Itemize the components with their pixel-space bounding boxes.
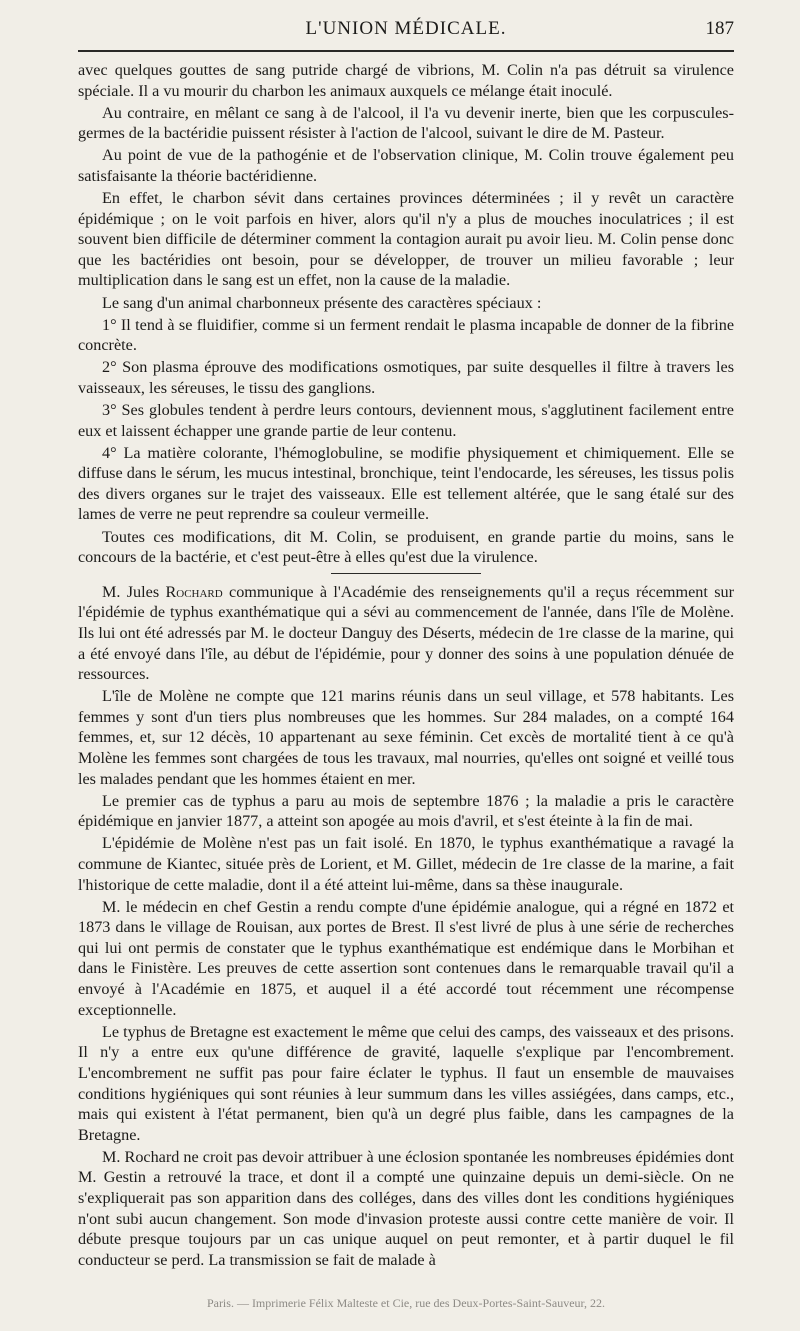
paragraph: M. Rochard ne croit pas devoir attribuer à une éclosion spontanée les nombreuses épidémies dont M. Gestin a retrouvé la trace, et dont il a compté une quinzaine depuis un demi-siècle. On ne s'expliquerait pas son apparition dans des colléges, dans des villes dont les conditions hygiéniques n'ont subi aucun changement. Son mode d'invasion proteste aussi contre cette manière de voir. Il débute presque toujours par un cas unique auquel on peut remonter, et à partir duquel le fil conducteur se perd. La transmission se fait de malade à — [78, 1147, 734, 1269]
author-name: Rochard — [165, 582, 223, 601]
paragraph: 3° Ses globules tendent à perdre leurs contours, deviennent mous, s'agglutinent facilement entre eux et laissent échapper une grande partie de leur contenu. — [78, 401, 734, 440]
paragraph: L'île de Molène ne compte que 121 marins réunis dans un seul village, et 578 habitants. Les femmes y sont d'un tiers plus nombreuses que les hommes. Sur 284 malades, on a compté 164 femmes, et, sur 12 décès, 10 appartenant au sexe féminin. Cet excès de mortalité tient à ce qu'à Molène les femmes sont chargées de tous les travaux, mal nourries, qu'elles ont soigné et veillé tous les malades pendant que les hommes étaient en mer. — [78, 687, 734, 788]
article-body — [78, 60, 734, 1272]
paragraph: avec quelques gouttes de sang putride chargé de vibrions, M. Colin n'a pas détruit sa virulence spéciale. Il a vu mourir du charbon les animaux auxquels ce mélange était inoculé. — [78, 61, 734, 100]
running-title: L'UNION MÉDICALE. — [305, 18, 507, 39]
paragraph: Au point de vue de la pathogénie et de l'observation clinique, M. Colin trouve également peu satisfaisante la théorie bactéridienne. — [78, 146, 734, 185]
paragraph: En effet, le charbon sévit dans certaines provinces déterminées ; il y revêt un caractère épidémique ; on le voit parfois en hiver, alors qu'il n'y a plus de mouches inoculatrices ; il est souvent bien difficile de déterminer comment la contagion aurait pu avoir lieu. M. Colin pense donc que les bactéridies ont besoin, pour se développer, de trouver un milieu favorable ; leur multiplication dans le sang est un effet, non la cause de la maladie. — [78, 189, 734, 290]
page-number: 187 — [705, 18, 734, 39]
paragraph: M. le médecin en chef Gestin a rendu compte d'une épidémie analogue, qui a régné en 1872 et 1873 dans le village de Rouisan, aux portes de Brest. Il s'est livré de plus à une série de recherches qui lui ont permis de constater que le typhus exanthématique est endémique dans le Morbihan et dans le Finistère. Les preuves de cette assertion sont contenues dans le remarquable travail qu'il a envoyé à l'Académie en 1875, et auquel il a été accordé tout récemment une récompense exceptionnelle. — [78, 897, 734, 1019]
paragraph: 4° La matière colorante, l'hémoglobuline, se modifie physiquement et chimiquement. Elle se diffuse dans le sérum, les mucus intestinal, bronchique, teint l'endocarde, les séreuses, les tissus polis des divers organes sur le trajet des vaisseaux. Elle est tellement altérée, que le sang étalé sur des lames de verre ne peut reprendre sa couleur vermeille. — [78, 443, 734, 524]
section-lead-paragraph — [78, 582, 734, 685]
paragraph: 1° Il tend à se fluidifier, comme si un ferment rendait le plasma incapable de donner de la fibrine concrète. — [78, 315, 734, 355]
lead-prefix: M. Jules — [102, 582, 166, 601]
paragraph: Toutes ces modifications, dit M. Colin, se produisent, en grande partie du moins, sans le concours de la bactérie, et c'est peut-être à elles qu'est due la virulence. — [78, 527, 734, 567]
page-header — [78, 14, 734, 52]
section-separator — [331, 573, 481, 574]
paragraph: L'épidémie de Molène n'est pas un fait isolé. En 1870, le typhus exanthématique a ravagé la commune de Kiantec, située près de Lorient, et M. Gillet, médecin de 1re classe de la marine, a fait l'historique de cette maladie, dont il a été atteint lui-même, dans sa thèse inaugurale. — [78, 834, 734, 894]
paragraph: Le typhus de Bretagne est exactement le même que celui des camps, des vaisseaux et des prisons. Il n'y a entre eux qu'une différence de gravité, laquelle s'explique par l'encombrement. L'encombrement ne suffit pas pour faire éclater le typhus. Il faut un ensemble de mauvaises conditions hygiéniques qui sont réunies à leur summum dans les villes assiégées, dans camps, etc., mais qui existent à l'état permanent, bien qu'à un degré plus faible, dans les campagnes de la Bretagne. — [78, 1022, 735, 1144]
printer-footer: Paris. — Imprimerie Félix Malteste et Cie, rue des Deux-Portes-Saint-Sauveur, 22. — [206, 1296, 606, 1310]
paragraph: Le premier cas de typhus a paru au mois de septembre 1876 ; la maladie a pris le caractère épidémique en janvier 1877, a atteint son apogée au mois d'avril, et s'est éteinte à la fin de mai. — [78, 791, 734, 831]
paragraph: Au contraire, en mêlant ce sang à de l'alcool, il l'a vu devenir inerte, bien que les corpuscules-germes de la bactéridie puissent résister à l'action de l'alcool, suivant le dire de M. Pasteur. — [78, 103, 734, 143]
lead-rest: communique à l'Académie des renseignements qu'il a reçus récemment sur l'épidémie de typhus exanthématique qui a sévi au commencement de l'année, dans l'île de Molène. Ils lui ont été adressés par M. le docteur Danguy des Déserts, médecin de 1re classe de la marine, qui a été envoyé dans l'île, au début de l'épidémie, pour y donner des soins à une population dénuée de ressources. — [78, 582, 734, 684]
paragraph: Le sang d'un animal charbonneux présente des caractères spéciaux : — [102, 293, 542, 312]
paragraph: 2° Son plasma éprouve des modifications osmotiques, par suite desquelles il filtre à travers les vaisseaux, les séreuses, le tissu des ganglions. — [78, 358, 734, 397]
